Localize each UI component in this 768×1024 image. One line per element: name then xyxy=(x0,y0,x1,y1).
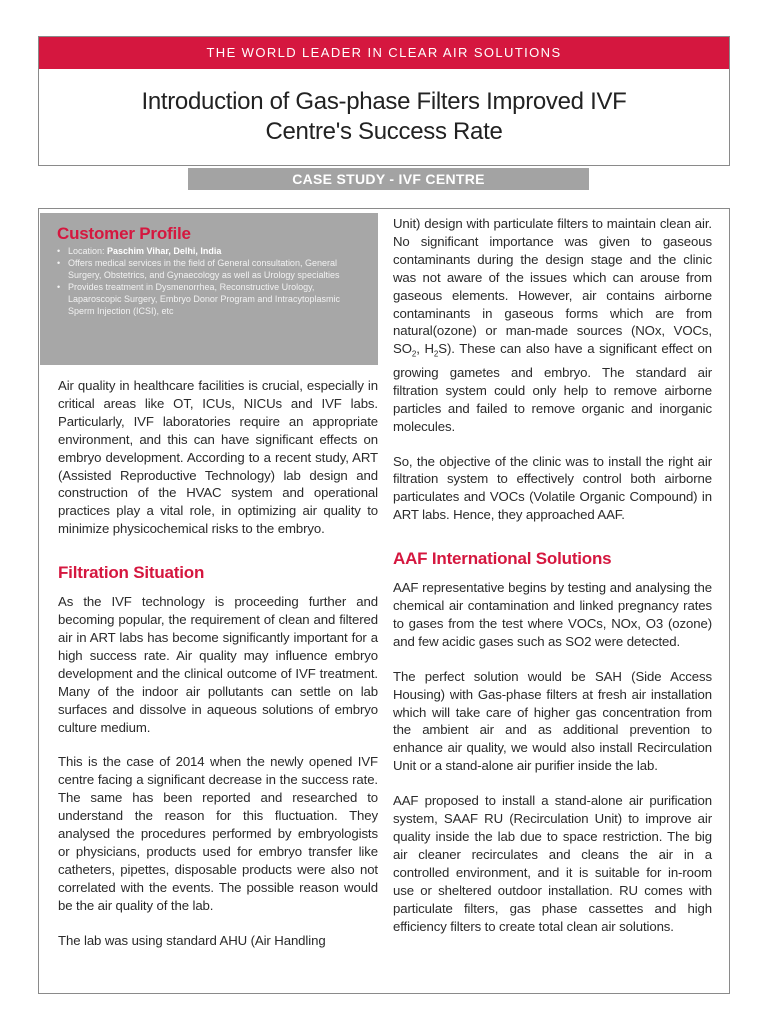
ahu-paragraph xyxy=(393,215,712,436)
filtration-paragraph-1: As the IVF technology is proceeding further and becoming popular, the requirement of clean and filtered air in ART labs has become significantly important for a high success rate. Air quality may influence embryo development and the clinical outcome of IVF treatment. Many of the indoor air pollutants can settle on lab surfaces and dissolve in aqueous solutions of embryo culture medium. xyxy=(58,594,378,735)
page-title xyxy=(79,87,689,147)
ahu-text-c: S). These can also have a significant effect on growing gametes and embryo. The standard air filtration system could only help to remove airborne particles and failed to remove organic and inorganic molecules. xyxy=(393,341,712,434)
right-column xyxy=(393,215,712,935)
customer-profile-heading: Customer Profile xyxy=(57,224,191,243)
left-column xyxy=(39,213,378,949)
list-item xyxy=(68,245,362,257)
location-label: Location: xyxy=(68,246,108,256)
title-line-1: Introduction of Gas-phase Filters Improved IVF xyxy=(141,88,627,115)
left-text-block xyxy=(39,365,378,949)
ahu-text-b: , H xyxy=(416,341,434,357)
title-line-2: Centre's Success Rate xyxy=(265,118,503,145)
solutions-paragraph-1: AAF representative begins by testing and analysing the chemical air contamination and linked pregnancy rates to gases from the test where VOCs, NOx, O3 (ozone) and few acidic gases such as SO2 were detected. xyxy=(393,580,712,649)
case-study-banner: CASE STUDY - IVF CENTRE xyxy=(188,168,589,190)
article-body xyxy=(38,208,730,994)
solutions-paragraph-3: AAF proposed to install a stand-alone air purification system, SAAF RU (Recirculation Unit) to improve air quality inside the lab due to space restriction. The big air cleaner recirculates and cleans the air in a controlled environment, and it is suitable for in-room use or sheltered outdoor installation. RU comes with particulate filters, gas phase cassettes and high efficiency filters to create total clean air solutions. xyxy=(393,793,712,934)
filtration-situation-heading: Filtration Situation xyxy=(58,563,205,583)
list-item: • Offers medical services in the field of General consultation, General Surgery, Obstetrics, and Gynaecology as well as Urology specialties xyxy=(68,257,362,281)
ahu-text-a: Unit) design with particulate filters to maintain clean air. No significant importance was given to gaseous contaminants during the design stage and the clinic was not aware of the issues which can arouse from gaseous elements. However, air contains airborne contaminants in gaseous forms which are from natural(ozone) or man-made sources (NOx, VOCs, SO xyxy=(393,216,712,357)
filtration-paragraph-2: This is the case of 2014 when the newly opened IVF centre facing a significant decrease in the success rate. The same has been reported and researched to understand the reason for this fluctuation. They analysed the procedures performed by embryologists or physicians, products used for embryo transfer like catheters, pipettes, disposable products were also not correlated with the events. The possible reason would be the air quality of the lab. xyxy=(58,754,378,913)
header-box xyxy=(38,36,730,166)
customer-profile-panel xyxy=(40,213,378,365)
tagline-band: THE WORLD LEADER IN CLEAR AIR SOLUTIONS xyxy=(39,37,729,69)
subscript-2: 2 xyxy=(433,349,439,359)
aaf-solutions-heading: AAF International Solutions xyxy=(393,549,612,569)
objective-paragraph: So, the objective of the clinic was to install the right air filtration system to effectively control both airborne particulates and VOCs (Volatile Organic Compound) in ART labs. Hence, they approached AAF. xyxy=(393,453,712,523)
subscript-2: 2 xyxy=(411,349,417,359)
filtration-paragraph-3: The lab was using standard AHU (Air Handling xyxy=(58,932,326,948)
intro-paragraph: Air quality in healthcare facilities is crucial, especially in critical areas like OT, ICUs, NICUs and IVF labs. Particularly, IVF laboratories require an appropriate environment, and this can have significant effects on embryo development. According to a recent study, ART (Assisted Reproductive Technology) lab design and construction of the HVAC system and operational practices play a vital role, in optimizing air quality to minimize physicochemical risks to the embryo. xyxy=(58,378,378,537)
list-item: • Provides treatment in Dysmenorrhea, Reconstructive Urology, Laparoscopic Surgery, Embryo Donor Program and Intracytoplasmic Sperm Injection (ICSI), etc xyxy=(68,281,362,317)
solutions-paragraph-2: The perfect solution would be SAH (Side Access Housing) with Gas-phase filters at fresh air installation which will take care of higher gas concentration from the ambient air and as additional prevention to enhance air quality, we would also install Recirculation Unit or a stand-alone air purifier inside the lab. xyxy=(393,668,712,774)
customer-profile-list xyxy=(57,245,362,317)
location-value: Paschim Vihar, Delhi, India xyxy=(107,246,222,256)
